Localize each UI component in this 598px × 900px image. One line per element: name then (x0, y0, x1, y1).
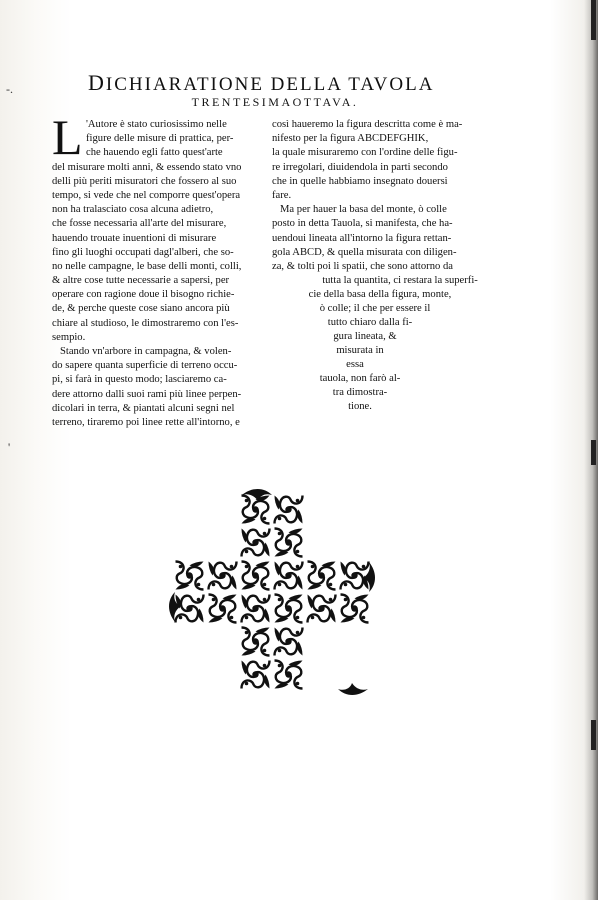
ornament-svg (165, 485, 380, 700)
page-title (88, 70, 458, 96)
text-line: nifesto per la figura ABCDEFGHIK, (272, 133, 429, 145)
text-line: del misurare molti anni, & essendo stato vno (52, 161, 242, 173)
margin-mark: -. (6, 82, 13, 96)
text-line: così haueremo la figura descritta come è ma- (272, 119, 463, 130)
ornament-tile (275, 562, 303, 590)
ornament-tile (242, 529, 270, 557)
text-line: tione. (348, 401, 372, 412)
margin-mark: ' (8, 440, 11, 454)
binding-mark (591, 440, 596, 465)
ornament-tile (275, 595, 303, 623)
text-line: uendoui lineata all'intorno la figura rettan- (272, 232, 452, 244)
text-line: fare. (272, 189, 292, 201)
ornament-tile (275, 628, 303, 656)
ornament-tile (308, 562, 336, 590)
text-line: la quale misuraremo con l'ordine delle figu- (272, 147, 458, 159)
ornament-tile (209, 562, 237, 590)
text-line: gura lineata, & (333, 331, 397, 342)
right-column (272, 118, 504, 274)
ornament-tile (341, 595, 369, 623)
text-line: che hauendo egli fatto quest'arte (86, 147, 223, 159)
ornament-tile (308, 595, 336, 623)
text-line: non ha tralasciato cosa alcuna adietro, (52, 204, 214, 216)
text-line: tutto chiaro dalla fi- (327, 317, 413, 328)
ornament-tile (242, 496, 270, 524)
text-line: cie della basa della figura, monte, (308, 289, 452, 300)
text-line: pi, si farà in questo modo; lasciaremo ca- (52, 374, 227, 386)
binding-mark (591, 0, 596, 40)
text-line: delli più periti misuratori che fossero al suo (52, 175, 237, 187)
ornament-tile (275, 496, 303, 524)
drop-cap: L (52, 109, 83, 165)
ornament-tile (176, 595, 204, 623)
ornament-end-scroll (338, 683, 368, 695)
text-line: terreno, tiraremo poi linee rette all'intorno, e (52, 416, 240, 428)
text-line: chiare al studioso, le dimostraremo con l'es- (52, 317, 239, 329)
text-line: posto in detta Tauola, si manifesta, che ha- (272, 218, 453, 230)
binding-mark (591, 720, 596, 750)
text-line: figure delle misure di prattica, per- (86, 133, 234, 145)
text-line: de, & perche queste cose siano ancora più (52, 303, 230, 315)
text-line: essa (346, 359, 364, 370)
page-subtitle: TRENTESIMAOTTAVA. (191, 95, 359, 109)
text-line: no nelle campagne, le base delli monti, colli, (52, 260, 242, 272)
text-line: fino gli luoghi occupati dagl'alberi, che so- (52, 246, 234, 258)
title-initial: D (88, 70, 106, 95)
text-line: operare con ragione doue il bisogno richie- (52, 289, 235, 301)
text-line: za, & tolti poi li spatii, che sono attorno da (272, 260, 453, 272)
text-line: che fosse necessaria all'arte del misurare, (52, 218, 227, 230)
text-line: misurata in (336, 345, 384, 356)
text-line: 'Autore è stato curiosissimo nelle (86, 119, 227, 130)
left-column (52, 118, 277, 430)
ornament-tile (275, 529, 303, 557)
text-line: tempo, si vede che nel comporre quest'opera (52, 189, 241, 201)
text-line: tutta la quantita, ci restara la superfi- (322, 275, 478, 286)
ornament-tile (242, 628, 270, 656)
text-line: tra dimostra- (332, 387, 388, 398)
ornament-tile (242, 562, 270, 590)
ornament-tile (242, 661, 270, 689)
text-line: re irregolari, diuidendola in parti secondo (272, 161, 448, 173)
ornament-tile (176, 562, 204, 590)
text-line: dere attorno dalli suoi rami più linee perpen- (52, 388, 242, 400)
text-line: Ma per hauer la basa del monte, ò colle (280, 204, 447, 216)
ornament-tile (275, 661, 303, 689)
text-line: tauola, non farò al- (319, 373, 401, 384)
text-line: hauendo trouate inuentioni di misurare (52, 232, 217, 244)
ornament-tile (242, 595, 270, 623)
text-line: gola ABCD, & quella misurata con diligen- (272, 246, 457, 258)
text-line: ò colle; il che per essere il (319, 303, 431, 314)
text-line: sempio. (52, 331, 86, 343)
title-text: ICHIARATIONE DELLA TAVOLA (105, 74, 435, 95)
text-line: che in quelle habbiamo insegnato douersi (272, 175, 448, 187)
text-line: & altre cose tutte necessarie a sapersi, per (52, 275, 230, 287)
text-line: do sapere quanta superficie di terreno occu- (52, 360, 238, 372)
ornament-fleuron-icon (165, 485, 380, 700)
text-line: dicolari in terra, & piantati alcuni segni nel (52, 402, 235, 414)
ornament-tile (209, 595, 237, 623)
text-line: Stando vn'arbore in campagna, & volen- (60, 346, 232, 357)
ornament-tile (341, 562, 369, 590)
